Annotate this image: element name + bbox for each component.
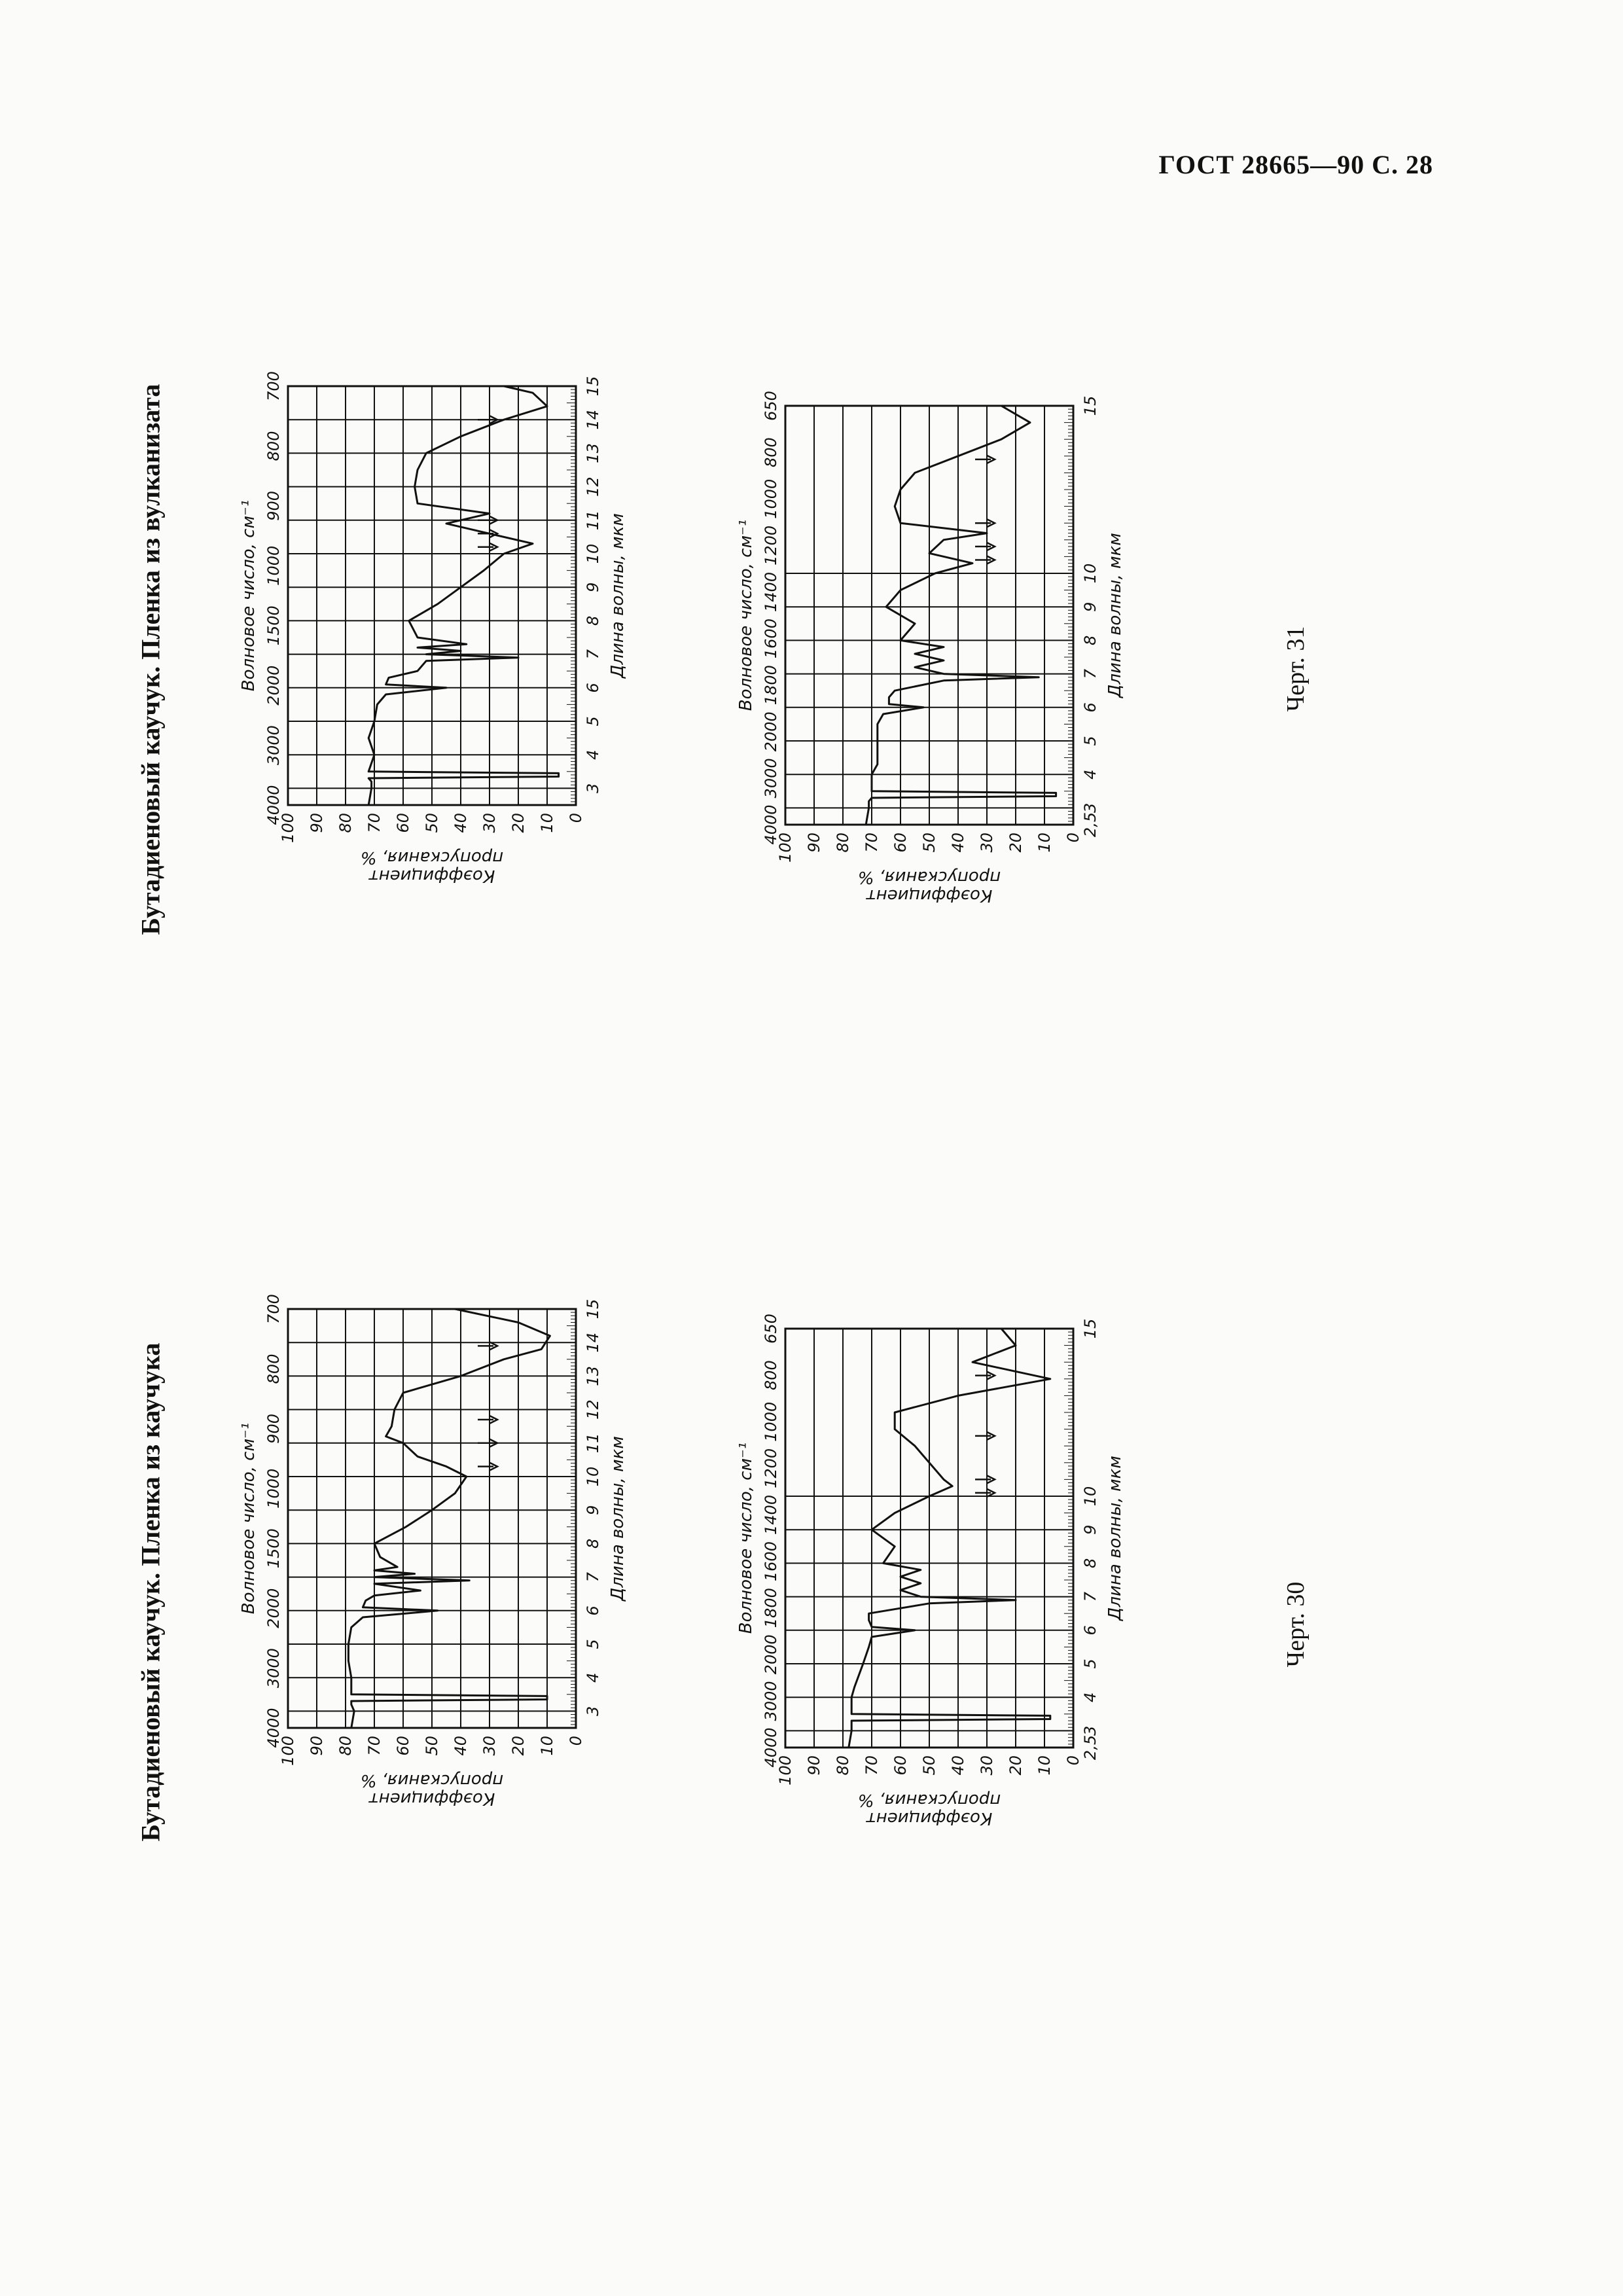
transmittance-tick-label: 90: [308, 1736, 326, 1756]
figure-caption-30: Черт. 30: [1282, 1581, 1310, 1668]
band-arrow: [975, 1372, 995, 1380]
wavelength-tick-label: 4: [584, 749, 602, 760]
wavelength-tick-label: 12: [584, 476, 602, 497]
wavenumber-tick-label: 900: [264, 1413, 283, 1444]
section-title-31: Бутадиеновый каучук. Пленка из вулканизата: [135, 384, 166, 935]
wavelength-tick-label: 14: [584, 409, 602, 430]
wavelength-tick-label: 5: [1081, 1659, 1099, 1669]
wavelength-tick-label: 15: [1081, 1318, 1099, 1339]
figure-caption-31: Черт. 31: [1282, 626, 1310, 712]
wavelength-tick-label: 15: [584, 376, 602, 397]
transmittance-axis-label-1: Коэффициент: [866, 886, 993, 905]
wavenumber-axis-label: Волновое число, см⁻¹: [239, 1422, 259, 1615]
wavelength-axis-label: Длина волны, мкм: [608, 1436, 628, 1601]
spectrum-chart-31-wavenumber: [707, 314, 1243, 905]
wavelength-tick-label: 9: [1081, 601, 1099, 612]
wavenumber-tick-label: 650: [762, 1314, 780, 1344]
wavenumber-tick-label: 3000: [264, 725, 283, 766]
transmittance-tick-label: 50: [423, 813, 441, 833]
wavelength-tick-label: 6: [584, 683, 602, 693]
wavelength-tick-label: 9: [584, 582, 602, 592]
wavenumber-tick-label: 1000: [762, 478, 780, 519]
wavelength-tick-label: 8: [584, 615, 602, 626]
wavelength-tick-label: 6: [584, 1605, 602, 1616]
wavenumber-tick-label: 2000: [264, 665, 283, 706]
wavelength-tick-label: 6: [1081, 702, 1099, 713]
wavelength-tick-label: 4: [1081, 1692, 1099, 1702]
wavelength-tick-label: 3: [584, 783, 602, 794]
transmittance-axis-label-2: пропускания, %: [857, 1790, 1001, 1810]
wavenumber-tick-label: 1000: [264, 1468, 283, 1509]
spectrum-line: [368, 386, 558, 805]
transmittance-tick-label: 20: [509, 1736, 527, 1756]
wavelength-tick-label: 5: [584, 716, 602, 726]
wavelength-tick-label: 7: [1081, 1591, 1099, 1602]
transmittance-tick-label: 80: [336, 1736, 355, 1756]
transmittance-tick-label: 90: [805, 1755, 823, 1776]
transmittance-tick-label: 0: [567, 813, 585, 823]
wavelength-tick-label: 7: [1081, 668, 1099, 679]
wavelength-tick-label: 3: [1081, 1725, 1099, 1736]
wavenumber-tick-label: 2000: [264, 1588, 283, 1628]
chart-group: [239, 371, 628, 886]
transmittance-axis-label-1: Коэффициент: [368, 1789, 495, 1808]
wavenumber-tick-label: 4000: [264, 785, 283, 825]
plot-area: [239, 371, 628, 886]
transmittance-tick-label: 70: [863, 1755, 881, 1776]
wavenumber-tick-label: 800: [762, 1360, 780, 1391]
wavenumber-tick-label: 1200: [762, 1448, 780, 1488]
wavenumber-tick-label: 4000: [264, 1708, 283, 1748]
transmittance-tick-label: 40: [949, 833, 967, 853]
transmittance-tick-label: 40: [452, 1736, 470, 1756]
transmittance-tick-label: 10: [538, 1736, 556, 1756]
wavelength-tick-label: 9: [1081, 1524, 1099, 1535]
wavenumber-tick-label: 1500: [264, 605, 283, 646]
wavelength-tick-label: 14: [584, 1332, 602, 1353]
wavenumber-tick-label: 4000: [762, 804, 780, 845]
spectrum-line: [849, 1329, 1050, 1748]
wavelength-tick-label: 4: [584, 1672, 602, 1683]
wavelength-tick-label: 11: [584, 510, 602, 531]
transmittance-tick-label: 90: [805, 833, 823, 853]
wavenumber-tick-label: 2000: [762, 1634, 780, 1675]
transmittance-tick-label: 60: [394, 813, 412, 833]
plot-area: [736, 391, 1125, 905]
wavenumber-tick-label: 4000: [762, 1727, 780, 1768]
transmittance-axis-label-2: пропускания, %: [360, 1770, 504, 1790]
wavelength-tick-label: 4: [1081, 769, 1099, 780]
transmittance-tick-label: 80: [834, 1755, 852, 1776]
spectrum-chart-30-film: [209, 1217, 746, 1808]
transmittance-axis-label-2: пропускания, %: [360, 848, 504, 867]
wavelength-tick-label: 12: [584, 1399, 602, 1420]
wavenumber-tick-label: 1000: [264, 545, 283, 586]
wavenumber-tick-label: 800: [264, 431, 283, 461]
wavelength-tick-label: 2,5: [1081, 1734, 1099, 1761]
wavelength-tick-label: 13: [584, 443, 602, 463]
transmittance-tick-label: 70: [365, 1736, 383, 1756]
transmittance-tick-label: 70: [365, 813, 383, 833]
spectrum-line: [348, 1309, 550, 1728]
wavelength-axis-label: Длина волны, мкм: [1105, 533, 1125, 698]
wavenumber-tick-label: 1800: [762, 1588, 780, 1628]
wavelength-tick-label: 15: [584, 1299, 602, 1319]
wavenumber-tick-label: 1400: [762, 1494, 780, 1535]
chart-group: [736, 391, 1125, 905]
wavenumber-tick-label: 800: [762, 437, 780, 468]
wavelength-tick-label: 5: [1081, 736, 1099, 746]
chart-group: [239, 1294, 628, 1808]
transmittance-axis-label-1: Коэффициент: [866, 1808, 993, 1828]
band-arrow: [975, 456, 995, 463]
wavenumber-tick-label: 3000: [762, 1681, 780, 1721]
transmittance-tick-label: 40: [949, 1755, 967, 1776]
wavenumber-tick-label: 1800: [762, 665, 780, 706]
wavelength-axis-label: Длина волны, мкм: [608, 513, 628, 678]
wavenumber-tick-label: 1600: [762, 1541, 780, 1582]
transmittance-tick-label: 50: [920, 1755, 938, 1776]
band-arrow: [975, 543, 995, 550]
wavenumber-tick-label: 650: [762, 391, 780, 421]
wavelength-tick-label: 5: [584, 1639, 602, 1649]
wavenumber-tick-label: 1500: [264, 1528, 283, 1569]
wavenumber-tick-label: 3000: [264, 1648, 283, 1689]
wavelength-tick-label: 7: [584, 649, 602, 660]
wavenumber-tick-label: 3000: [762, 758, 780, 798]
band-arrow: [975, 1432, 995, 1440]
wavelength-tick-label: 7: [584, 1571, 602, 1583]
wavenumber-tick-label: 900: [264, 490, 283, 521]
wavenumber-tick-label: 1400: [762, 571, 780, 612]
band-arrow: [478, 1416, 497, 1424]
transmittance-tick-label: 30: [480, 813, 499, 833]
spectrum-line: [866, 406, 1056, 825]
transmittance-tick-label: 90: [308, 813, 326, 833]
transmittance-tick-label: 80: [834, 833, 852, 853]
transmittance-tick-label: 80: [336, 813, 355, 833]
wavenumber-tick-label: 700: [264, 1294, 283, 1324]
band-arrow: [975, 1475, 995, 1483]
wavelength-tick-label: 3: [584, 1706, 602, 1717]
transmittance-tick-label: 10: [1035, 833, 1054, 853]
page-header: ГОСТ 28665—90 С. 28: [1158, 150, 1433, 179]
transmittance-tick-label: 60: [891, 833, 910, 853]
transmittance-tick-label: 60: [891, 1755, 910, 1776]
wavenumber-tick-label: 700: [264, 371, 283, 401]
wavelength-tick-label: 10: [1081, 1486, 1099, 1507]
wavenumber-tick-label: 2000: [762, 711, 780, 752]
band-arrow: [478, 543, 497, 551]
wavenumber-tick-label: 1600: [762, 619, 780, 659]
transmittance-tick-label: 100: [776, 833, 794, 863]
band-arrow: [975, 519, 995, 527]
transmittance-tick-label: 10: [1035, 1755, 1054, 1776]
spectrum-chart-31-film: [209, 295, 746, 886]
transmittance-tick-label: 10: [538, 813, 556, 833]
transmittance-tick-label: 0: [1064, 1755, 1082, 1766]
wavenumber-axis-label: Волновое число, см⁻¹: [736, 1442, 756, 1634]
transmittance-tick-label: 60: [394, 1736, 412, 1756]
section-title-30: Бутадиеновый каучук. Пленка из каучука: [135, 1342, 166, 1842]
wavelength-tick-label: 10: [584, 543, 602, 564]
wavelength-axis-label: Длина волны, мкм: [1105, 1456, 1125, 1621]
transmittance-tick-label: 30: [978, 1755, 996, 1776]
wavenumber-tick-label: 1000: [762, 1401, 780, 1442]
transmittance-tick-label: 100: [279, 1736, 297, 1766]
plot-area: [239, 1294, 628, 1808]
wavenumber-tick-label: 1200: [762, 525, 780, 565]
transmittance-tick-label: 50: [920, 833, 938, 853]
band-arrow: [478, 1463, 497, 1471]
transmittance-tick-label: 0: [567, 1736, 585, 1746]
transmittance-tick-label: 100: [776, 1755, 794, 1785]
wavelength-tick-label: 11: [584, 1433, 602, 1454]
transmittance-tick-label: 100: [279, 813, 297, 843]
transmittance-tick-label: 30: [480, 1736, 499, 1756]
plot-area: [736, 1314, 1125, 1828]
wavelength-tick-label: 13: [584, 1366, 602, 1386]
transmittance-tick-label: 40: [452, 813, 470, 833]
wavenumber-axis-label: Волновое число, см⁻¹: [736, 519, 756, 711]
transmittance-axis-label-1: Коэффициент: [368, 866, 495, 886]
transmittance-tick-label: 20: [1007, 1755, 1025, 1776]
chart-group: [736, 1314, 1125, 1828]
transmittance-axis-label-2: пропускания, %: [857, 867, 1001, 887]
wavenumber-axis-label: Волновое число, см⁻¹: [239, 499, 259, 692]
transmittance-tick-label: 50: [423, 1736, 441, 1756]
wavelength-tick-label: 8: [584, 1538, 602, 1549]
transmittance-tick-label: 70: [863, 833, 881, 853]
transmittance-tick-label: 20: [509, 813, 527, 833]
band-arrow: [975, 556, 995, 564]
spectrum-chart-30-wavenumber: [707, 1237, 1243, 1828]
wavenumber-tick-label: 800: [264, 1354, 283, 1384]
transmittance-tick-label: 30: [978, 833, 996, 853]
wavelength-tick-label: 8: [1081, 635, 1099, 646]
wavelength-tick-label: 8: [1081, 1558, 1099, 1569]
transmittance-tick-label: 0: [1064, 833, 1082, 843]
wavelength-tick-label: 10: [1081, 563, 1099, 584]
wavelength-tick-label: 2,5: [1081, 812, 1099, 838]
transmittance-tick-label: 20: [1007, 833, 1025, 853]
wavelength-tick-label: 9: [584, 1505, 602, 1515]
wavelength-tick-label: 10: [584, 1466, 602, 1487]
wavelength-tick-label: 15: [1081, 395, 1099, 416]
wavelength-tick-label: 6: [1081, 1625, 1099, 1636]
wavelength-tick-label: 3: [1081, 802, 1099, 814]
